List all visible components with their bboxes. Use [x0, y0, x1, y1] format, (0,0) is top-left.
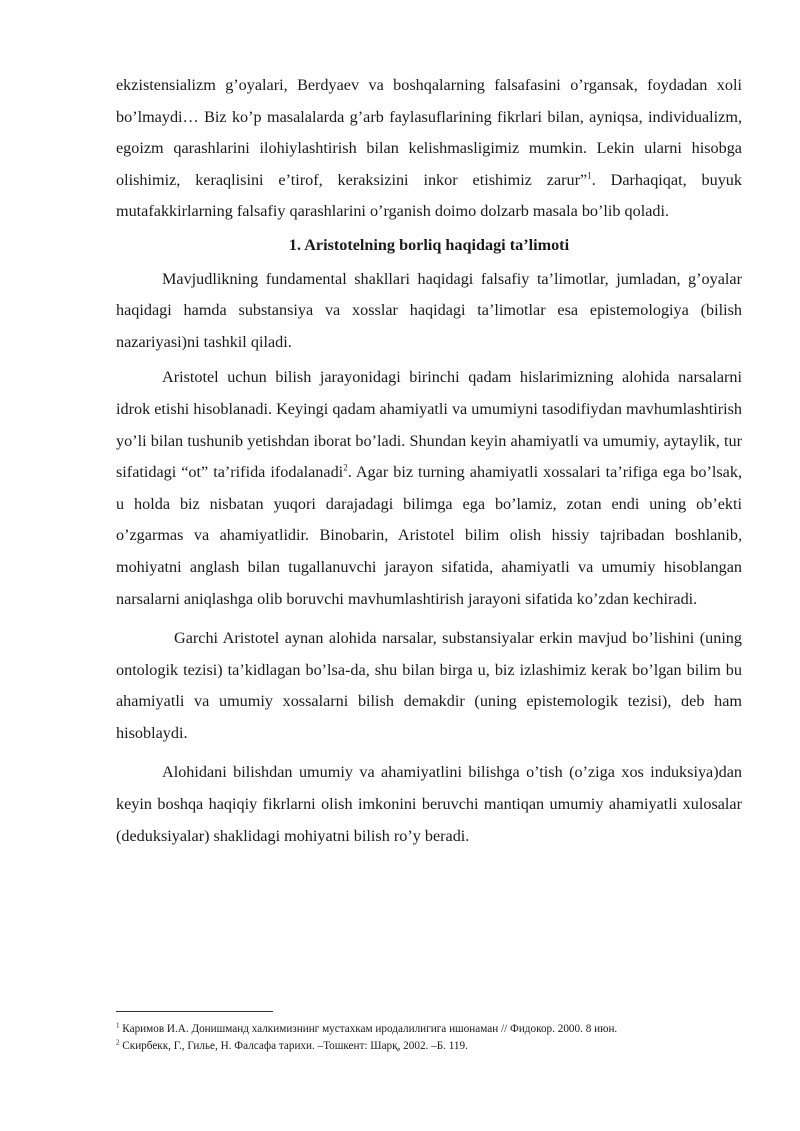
footnote-1	[116, 1021, 756, 1038]
paragraph-3-text: Aristotel uchun bilish jarayonidagi birinchi qadam hislarimizning alohida narsalarni idrok etishi hisoblanadi. Keyingi qadam ahamiyatli va umumiyni tasodifiydan mavhumlashtirish yo’li bilan tushunib yetishdan iborat bo’ladi. Shundan keyin ahamiyatli va umumiy, aytaylik, tur sifatidagi “ot” ta’rifida ifodalanadi	[116, 368, 742, 482]
footnote-text-2: Скирбекк, Г., Гилье, Н. Фалсафа тарихи. –Тошкент: Шарқ, 2002. –Б. 119.	[119, 1039, 468, 1052]
footnote-mark-1: 1	[116, 1021, 120, 1030]
paragraph-4: Garchi Aristotel aynan alohida narsalar, substansiyalar erkin mavjud bo’lishini (uning ontologik tezisi) ta’kidlagan bo’lsa-da, shu bilan birga u, biz izlashimiz kerak bo’lgan bilim bu ahamiyatli va umumiy xossalarni bilish demakdir (uning epistemologik tezisi), deb ham hisoblaydi.	[116, 629, 742, 742]
footnote-mark-2: 2	[116, 1037, 120, 1046]
paragraph-3	[116, 362, 742, 615]
paragraph-1	[116, 70, 742, 228]
footnote-2	[116, 1038, 756, 1055]
paragraph-1-tail: . Darhaqiqat, buyuk mutafakkirlarning falsafiy qarashlarini o’rganish doimo dolzarb masala bo’lib qoladi.	[116, 170, 742, 221]
footnote-separator	[116, 1011, 273, 1012]
footnote-ref-1[interactable]: 1	[587, 170, 592, 181]
paragraph-2: Mavjudlikning fundamental shakllari haqidagi falsafiy ta’limotlar, jumladan, g’oyalar haqidagi hamda substansiya va xosslar haqidagi ta’limotlar esa epistemologiya (bilish nazariyasi)ni tashkil qiladi.	[116, 269, 742, 351]
section-heading: 1. Aristotelning borliq haqidagi ta’limoti	[288, 235, 570, 254]
footnote-ref-2[interactable]: 2	[343, 462, 348, 473]
document-body	[116, 70, 742, 852]
paragraph-5: Alohidani bilishdan umumiy va ahamiyatlini bilishga o’tish (o’ziga xos induksiya)dan keyin boshqa haqiqiy fikrlarni olish imkonini beruvchi mantiqan umumiy ahamiyatli xulosalar (deduksiyalar) shaklidagi mohiyatni bilish ro’y beradi.	[116, 763, 742, 845]
footnote-text-1: Каримов И.А. Донишманд халкимизнинг мустахкам иродалилигига ишонаман // Фидокор. 2000. 8 июн.	[119, 1023, 618, 1035]
paragraph-3-tail: . Agar biz turning ahamiyatli xossalari ta’rifiga ega bo’lsak, u holda biz nisbatan yuqori darajadagi bilimga ega bo’lamiz, zotan endi uning ob’ekti o’zgarmas va ahamiyatlidir. Binobarin, Aristotel bilim olish hissiy tajribadan boshlanib, mohiyatni anglash bilan tugallanuvchi jarayon sifatida, ahamiyatli va umumiy hisoblangan narsalarni aniqlashga olib boruvchi mavhumlashtirish jarayoni sifatida ko’zdan kechiradi.	[116, 463, 742, 608]
footnotes	[116, 1021, 756, 1054]
paragraph-1-text: ekzistensializm g’oyalari, Berdyaev va boshqalarning falsafasini o’rgansak, foydadan xoli bo’lmaydi… Biz ko’p masalalarda g’arb faylasuflarining fikrlari bilan, ayniqsa, individualizm, egoizm qarashlarini ilohiylashtirish bilan kelishmasligimiz mumkin. Lekin ularni hisobga olishimiz, keraqlisini e’tirof, keraksizini inkor etishimiz zarur”	[116, 76, 742, 189]
